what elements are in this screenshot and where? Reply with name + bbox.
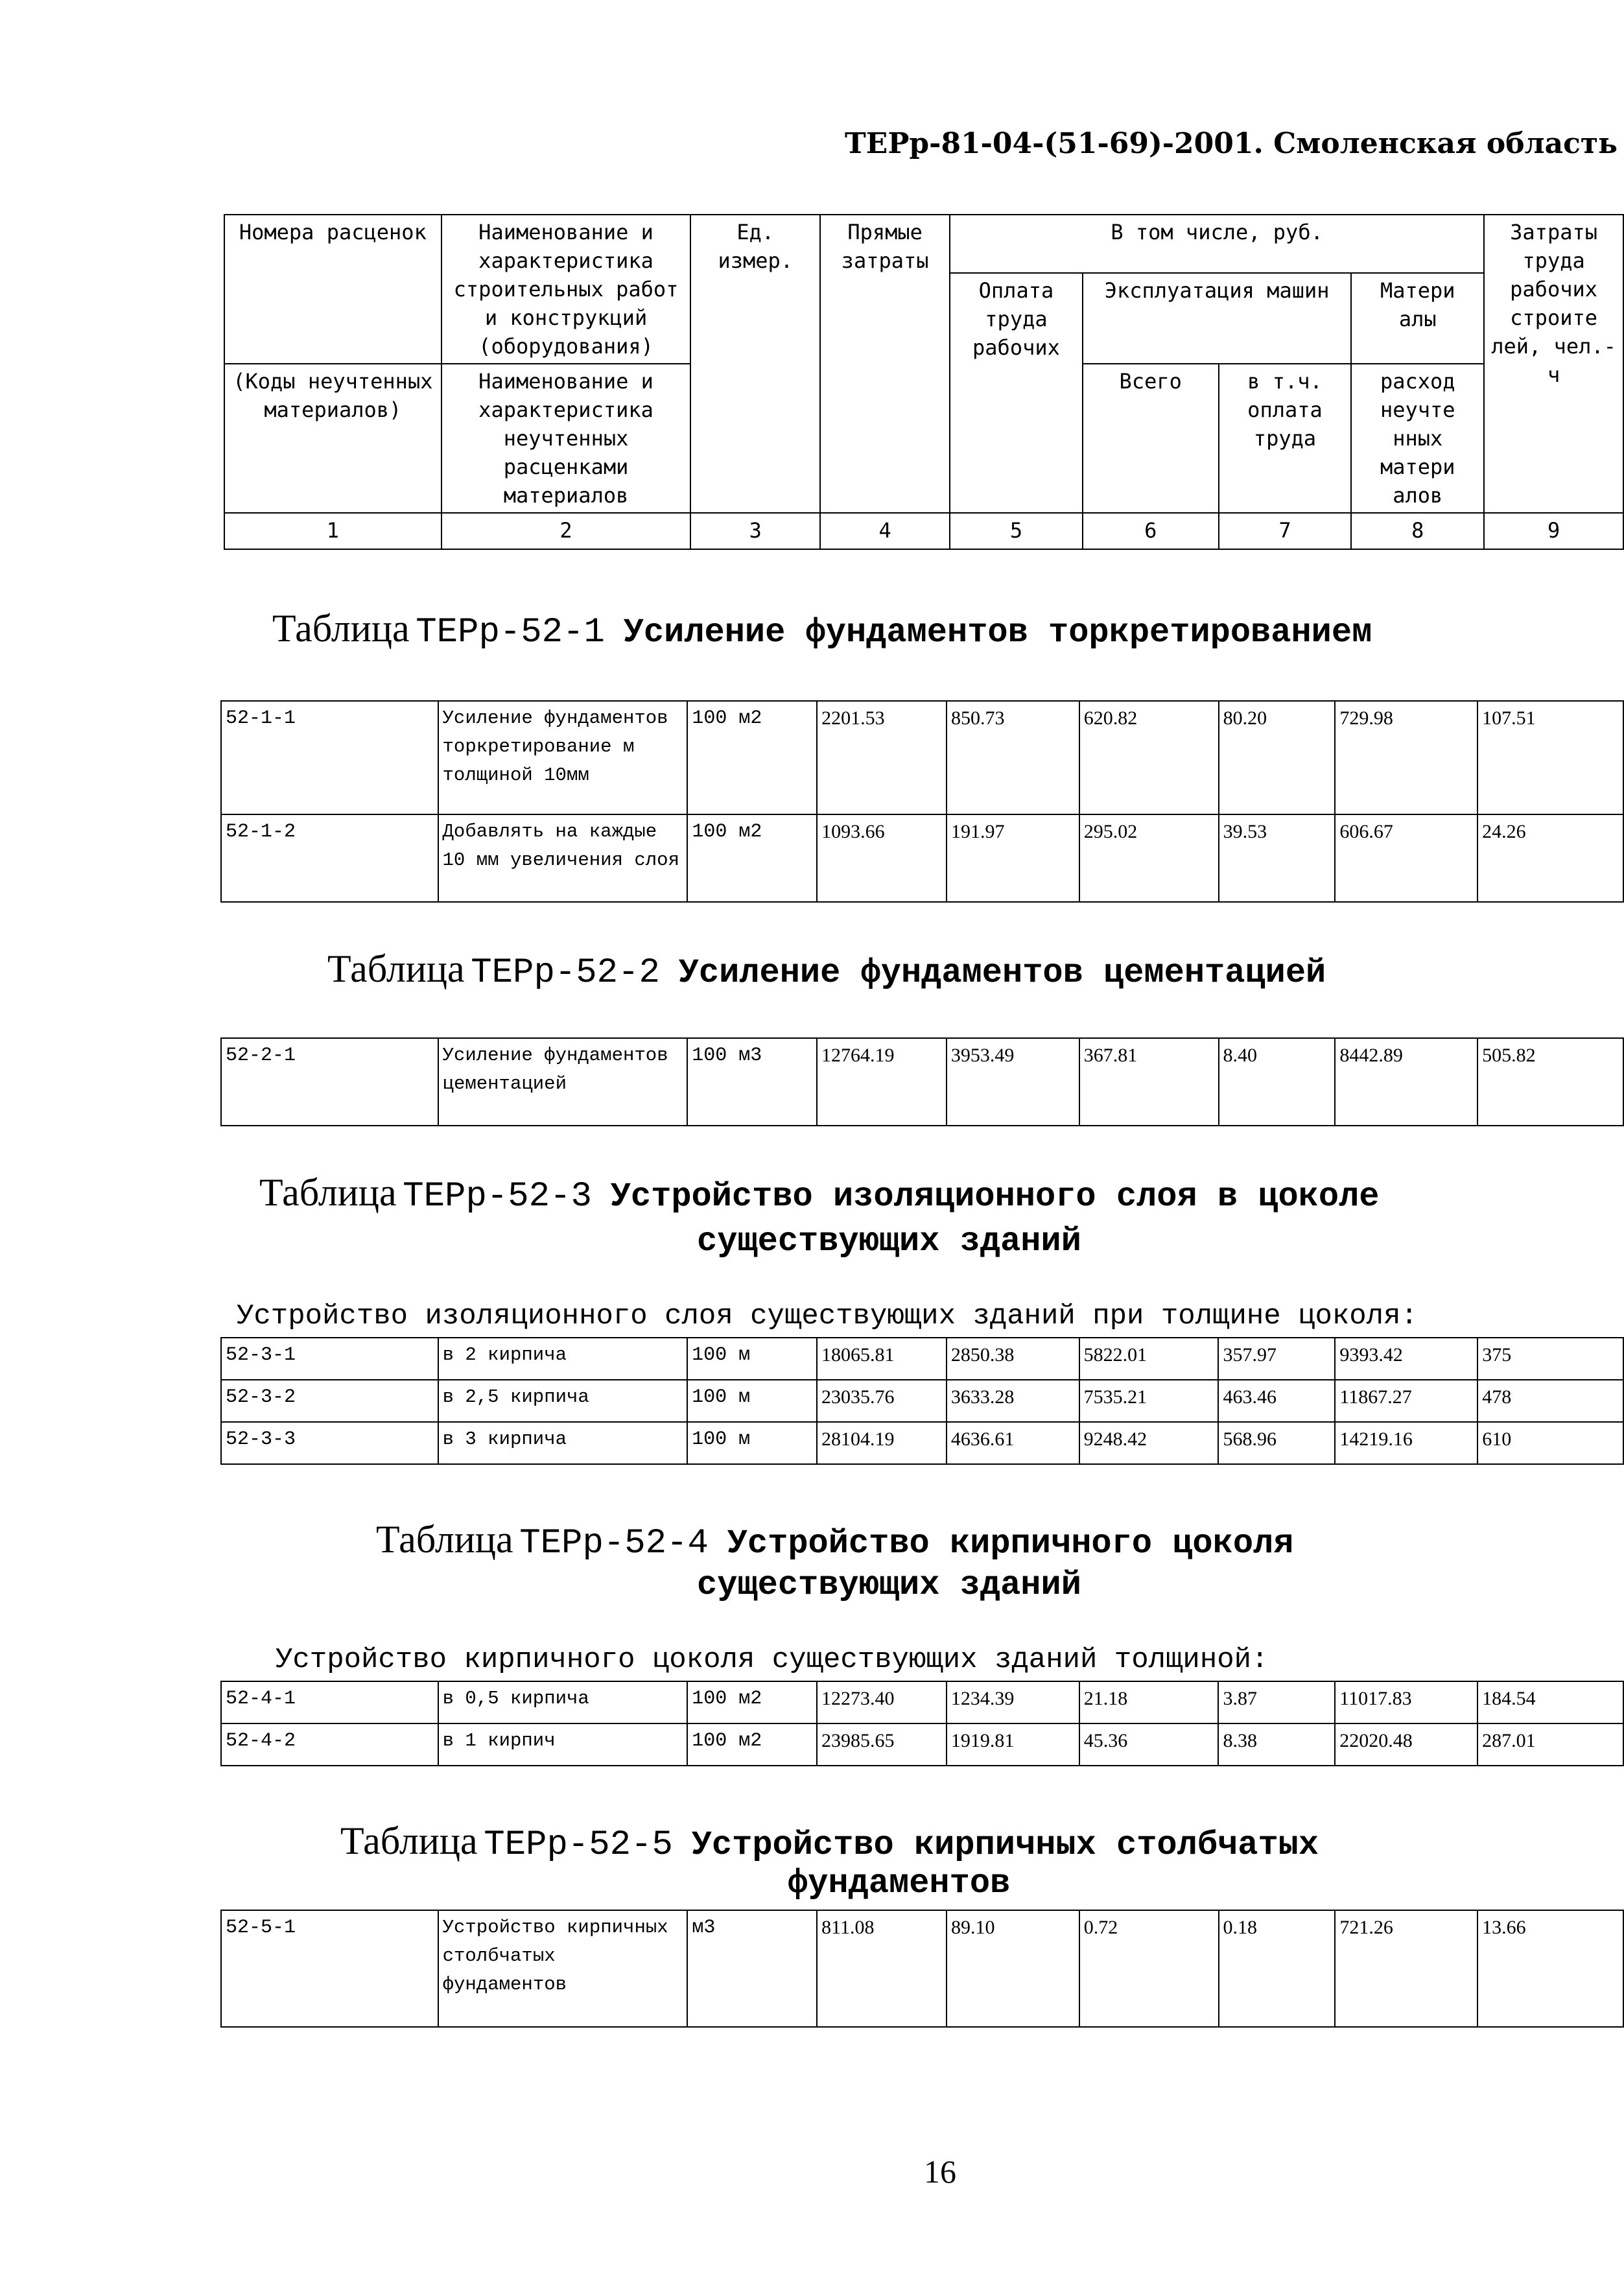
table-row <box>221 1910 1623 2027</box>
rate-code: 52-5-1 <box>221 1910 438 2027</box>
labor-pay: 1234.39 <box>947 1681 1079 1723</box>
col-num: 8 <box>1351 513 1484 549</box>
machines-total: 0.72 <box>1079 1910 1219 2027</box>
machines-total: 7535.21 <box>1079 1380 1219 1422</box>
work-name: Добавлять на каждые 10 мм увеличения слоя <box>438 814 688 902</box>
col-head-machines-total: Всего <box>1083 364 1219 513</box>
labor-pay: 89.10 <box>947 1910 1079 2027</box>
col-head-code: Номера расценок <box>224 215 441 364</box>
machines-labor: 39.53 <box>1219 814 1336 902</box>
direct-cost: 23985.65 <box>817 1723 947 1766</box>
col-head-name-unaccounted: Наименование и характеристика неучтенных расценками материалов <box>441 364 691 513</box>
table-row <box>221 1723 1623 1766</box>
unit: 100 м2 <box>687 701 817 814</box>
table-subheading-52-4: Устройство кирпичного цоколя существующих зданий толщиной: <box>276 1644 1269 1676</box>
col-head-direct: Прямые затраты <box>820 215 950 513</box>
machines-total: 21.18 <box>1079 1681 1219 1723</box>
direct-cost: 12764.19 <box>817 1038 947 1126</box>
rates-table-52-3 <box>220 1337 1624 1465</box>
column-header-table <box>224 214 1624 550</box>
section-title-52-3: Таблица ТЕРр-52-3 Устройство изоляционного слоя в цоколе <box>259 1171 1380 1216</box>
work-name: в 2 кирпича <box>438 1338 688 1380</box>
table-row <box>221 1338 1623 1380</box>
table-row <box>221 1681 1623 1723</box>
labor-hours: 107.51 <box>1477 701 1623 814</box>
rate-code: 52-4-1 <box>221 1681 438 1723</box>
machines-labor: 8.38 <box>1218 1723 1335 1766</box>
col-head-materials: Матери алы <box>1351 273 1484 364</box>
labor-pay: 850.73 <box>947 701 1079 814</box>
rate-code: 52-3-2 <box>221 1380 438 1422</box>
rates-table-52-4 <box>220 1681 1624 1766</box>
direct-cost: 28104.19 <box>817 1422 947 1464</box>
machines-labor: 8.40 <box>1219 1038 1336 1126</box>
page-number: 16 <box>924 2153 956 2190</box>
labor-pay: 2850.38 <box>947 1338 1079 1380</box>
rate-code: 52-4-2 <box>221 1723 438 1766</box>
section-title-52-2: Таблица ТЕРр-52-2 Усиление фундаментов цементацией <box>327 947 1326 993</box>
work-name: в 3 кирпича <box>438 1422 688 1464</box>
unit: м3 <box>687 1910 817 2027</box>
direct-cost: 23035.76 <box>817 1380 947 1422</box>
rate-code: 52-3-3 <box>221 1422 438 1464</box>
machines-labor: 0.18 <box>1219 1910 1336 2027</box>
col-head-materials-usage: расход неучте нных матери алов <box>1351 364 1484 513</box>
rates-table-52-2 <box>220 1037 1624 1126</box>
work-name: в 2,5 кирпича <box>438 1380 688 1422</box>
rate-code: 52-1-1 <box>221 701 438 814</box>
col-head-including: В том числе, руб. <box>950 215 1484 273</box>
col-head-labor-hours: Затраты труда рабочих строите лей, чел.-ч <box>1484 215 1623 513</box>
col-head-unit: Ед. измер. <box>690 215 820 513</box>
materials: 606.67 <box>1335 814 1477 902</box>
direct-cost: 811.08 <box>817 1910 947 2027</box>
col-num: 2 <box>441 513 691 549</box>
labor-hours: 24.26 <box>1477 814 1623 902</box>
work-name: Усиление фундаментов торкретирование м толщиной 10мм <box>438 701 688 814</box>
section-title-52-5: Таблица ТЕРр-52-5 Устройство кирпичных столбчатых <box>340 1819 1319 1865</box>
labor-hours: 184.54 <box>1477 1681 1623 1723</box>
materials: 14219.16 <box>1335 1422 1477 1464</box>
section-title-52-3-line2: существующих зданий <box>697 1222 1081 1261</box>
table-subheading-52-3: Устройство изоляционного слоя существующих зданий при толщине цоколя: <box>237 1300 1418 1332</box>
unit: 100 м2 <box>687 1681 817 1723</box>
unit: 100 м2 <box>687 814 817 902</box>
rate-code: 52-3-1 <box>221 1338 438 1380</box>
materials: 22020.48 <box>1335 1723 1477 1766</box>
section-title-52-5-line2: фундаментов <box>788 1864 1011 1902</box>
machines-labor: 463.46 <box>1218 1380 1335 1422</box>
materials: 9393.42 <box>1335 1338 1477 1380</box>
rate-code: 52-1-2 <box>221 814 438 902</box>
col-num: 1 <box>224 513 441 549</box>
labor-hours: 13.66 <box>1477 1910 1623 2027</box>
rates-table-52-1 <box>220 700 1624 903</box>
direct-cost: 2201.53 <box>817 701 947 814</box>
labor-pay: 4636.61 <box>947 1422 1079 1464</box>
col-num: 9 <box>1484 513 1623 549</box>
unit: 100 м <box>687 1422 817 1464</box>
rate-code: 52-2-1 <box>221 1038 438 1126</box>
document-title: ТЕРр-81-04-(51-69)-2001. Смоленская область <box>845 127 1618 160</box>
machines-labor: 568.96 <box>1218 1422 1335 1464</box>
labor-pay: 1919.81 <box>947 1723 1079 1766</box>
col-num: 7 <box>1219 513 1352 549</box>
rates-table-52-5 <box>220 1910 1624 2028</box>
col-head-machines: Эксплуатация машин <box>1083 273 1352 364</box>
table-row <box>221 814 1623 902</box>
materials: 11867.27 <box>1335 1380 1477 1422</box>
machines-total: 367.81 <box>1079 1038 1219 1126</box>
table-row <box>221 1422 1623 1464</box>
unit: 100 м <box>687 1338 817 1380</box>
col-num: 3 <box>690 513 820 549</box>
direct-cost: 1093.66 <box>817 814 947 902</box>
col-head-machines-labor: в т.ч. оплата труда <box>1219 364 1352 513</box>
machines-total: 295.02 <box>1079 814 1219 902</box>
materials: 11017.83 <box>1335 1681 1477 1723</box>
direct-cost: 18065.81 <box>817 1338 947 1380</box>
section-title-52-4: Таблица ТЕРр-52-4 Устройство кирпичного цоколя <box>376 1518 1294 1563</box>
col-num: 4 <box>820 513 950 549</box>
materials: 8442.89 <box>1335 1038 1477 1126</box>
labor-pay: 3953.49 <box>947 1038 1079 1126</box>
col-head-name: Наименование и характеристика строительных работ и конструкций (оборудования) <box>441 215 691 364</box>
work-name: Усиление фундаментов цементацией <box>438 1038 688 1126</box>
unit: 100 м <box>687 1380 817 1422</box>
materials: 729.98 <box>1335 701 1477 814</box>
unit: 100 м2 <box>687 1723 817 1766</box>
section-title-52-1: Таблица ТЕРр-52-1 Усиление фундаментов торкретированием <box>272 607 1372 652</box>
labor-pay: 191.97 <box>947 814 1079 902</box>
table-row <box>221 1038 1623 1126</box>
materials: 721.26 <box>1335 1910 1477 2027</box>
machines-total: 9248.42 <box>1079 1422 1219 1464</box>
machines-total: 620.82 <box>1079 701 1219 814</box>
labor-hours: 505.82 <box>1477 1038 1623 1126</box>
col-head-labor-pay: Оплата труда рабочих <box>950 273 1083 513</box>
unit: 100 м3 <box>687 1038 817 1126</box>
machines-labor: 80.20 <box>1219 701 1336 814</box>
table-row <box>221 1380 1623 1422</box>
col-num: 5 <box>950 513 1083 549</box>
machines-labor: 3.87 <box>1218 1681 1335 1723</box>
labor-hours: 375 <box>1477 1338 1623 1380</box>
labor-hours: 478 <box>1477 1380 1623 1422</box>
direct-cost: 12273.40 <box>817 1681 947 1723</box>
labor-pay: 3633.28 <box>947 1380 1079 1422</box>
labor-hours: 610 <box>1477 1422 1623 1464</box>
labor-hours: 287.01 <box>1477 1723 1623 1766</box>
machines-total: 45.36 <box>1079 1723 1219 1766</box>
work-name: в 1 кирпич <box>438 1723 688 1766</box>
col-head-codes-unaccounted: (Коды неучтенных материалов) <box>224 364 441 513</box>
work-name: в 0,5 кирпича <box>438 1681 688 1723</box>
section-title-52-4-line2: существующих зданий <box>697 1566 1081 1604</box>
work-name: Устройство кирпичных столбчатых фундаментов <box>438 1910 688 2027</box>
col-num: 6 <box>1083 513 1219 549</box>
machines-labor: 357.97 <box>1218 1338 1335 1380</box>
table-row <box>221 701 1623 814</box>
machines-total: 5822.01 <box>1079 1338 1219 1380</box>
